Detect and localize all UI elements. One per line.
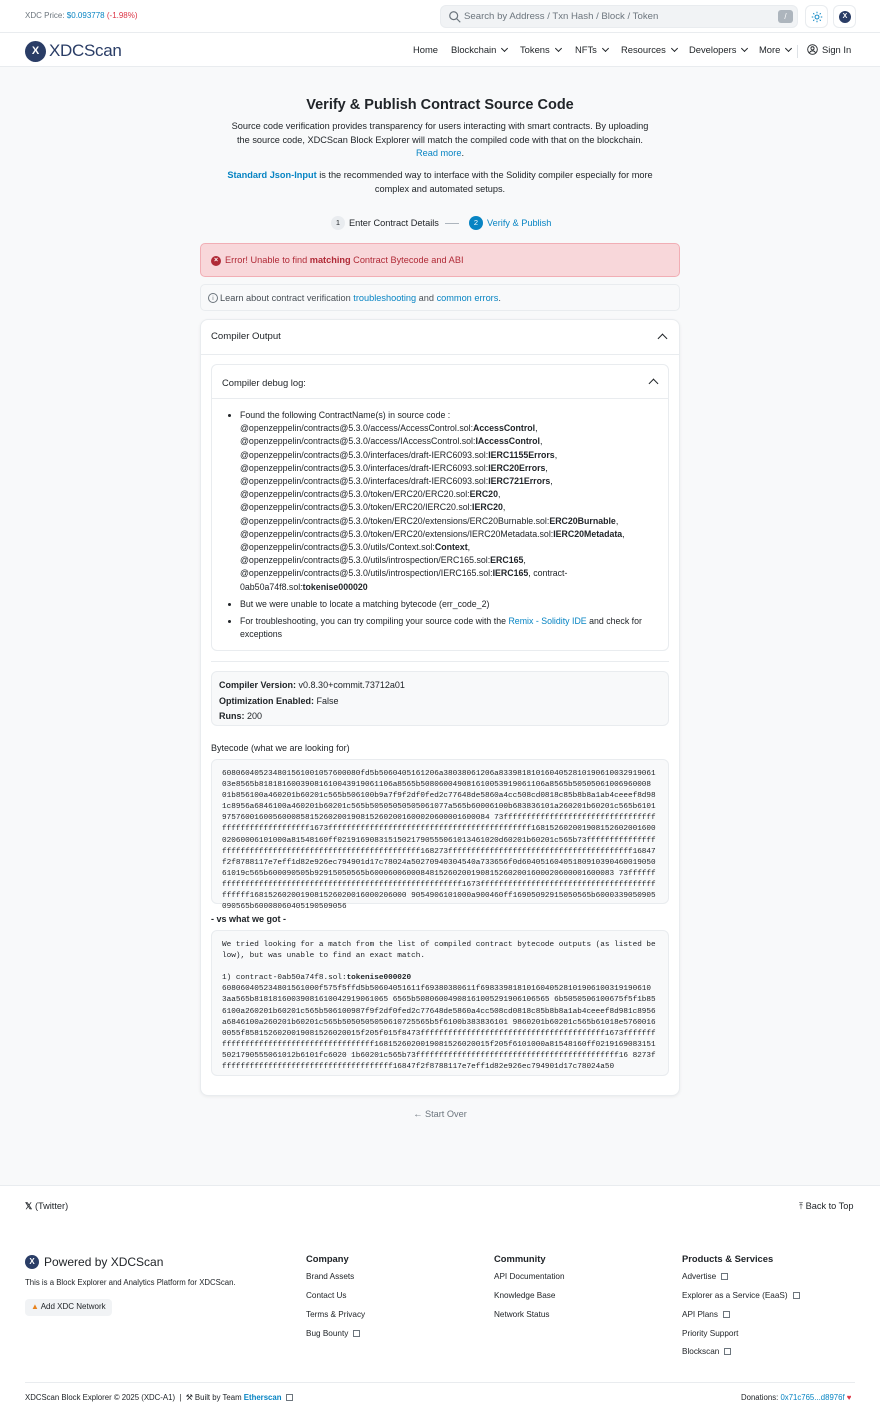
blockscan-link[interactable]: Blockscan bbox=[682, 1347, 731, 1356]
intro-text: Source code verification provides transparency for users interacting with smart contracts. By uploading the source code, XDCScan Block Explorer will match the compiled code with that on the blockchain. Read more. bbox=[231, 121, 649, 158]
price-value[interactable]: $0.093778 bbox=[66, 11, 105, 20]
donations: Donations: 0x71c765...d8976f ♥ bbox=[741, 1393, 852, 1402]
external-link-icon bbox=[793, 1292, 800, 1299]
list-item: • Found the following ContractName(s) in source code : @openzeppelin/contracts@5.3.0/access/AccessControl.sol:AccessControl, @openzeppelin/contracts@5.3.0/access/IAccessControl.sol:IAccessControl, @openzeppelin/contracts@5.3.0/interfaces/draft-IERC6093.sol:IERC1155Errors, @openzeppelin/contracts@5.3.0/interfaces/draft-IERC6093.sol:IERC20Errors, @openzeppelin/contracts@5.3.0/interfaces/draft-IERC6093.sol:IERC721Errors, @openzeppelin/contracts@5.3.0/token/ERC20/ERC20.sol:ERC20, @openzeppelin/contracts@5.3.0/token/ERC20/IERC20.sol:IERC20, @openzeppelin/contracts@5.3.0/token/ERC20/extensions/ERC20Burnable.sol:ERC20Burnable, @openzeppelin/contracts@5.3.0/token/ERC20/extensions/IERC20Metadata.sol:IERC20Metadata, @openzeppelin/contracts@5.3.0/utils/Context.sol:Context, @openzeppelin/contracts@5.3.0/utils/introspection/ERC165.sol:ERC165, @openzeppelin/contracts@5.3.0/utils/introspection/IERC165.sol:IERC165, contract-0ab50a74f8.sol:tokenise000020 bbox=[240, 409, 651, 594]
nav-nfts[interactable]: NFTs bbox=[575, 44, 608, 55]
contract-path: @openzeppelin/contracts@5.3.0/utils/introspection/IERC165.sol: bbox=[240, 568, 493, 579]
contract-name: IERC20Errors bbox=[488, 462, 546, 473]
step-connector bbox=[445, 223, 459, 224]
error-message: Error! Unable to find matching Contract Bytecode and ABI bbox=[225, 255, 464, 265]
sun-icon bbox=[811, 11, 823, 23]
common-errors-link[interactable]: common errors bbox=[436, 293, 499, 303]
contract-path: @openzeppelin/contracts@5.3.0/token/ERC20/IERC20.sol: bbox=[240, 502, 473, 513]
debug-log-list bbox=[229, 409, 651, 645]
xdc-logo-icon: X bbox=[25, 1255, 39, 1269]
chevron-down-icon bbox=[602, 44, 609, 51]
chevron-down-icon bbox=[785, 44, 792, 51]
json-input-text: is the recommended way to interface with the Solidity compiler especially for more complex and automated setups. bbox=[316, 170, 653, 194]
external-link-icon bbox=[286, 1394, 293, 1401]
contract-name: ERC20Burnable bbox=[549, 515, 616, 526]
contract-path: @openzeppelin/contracts@5.3.0/interfaces/draft-IERC6093.sol: bbox=[240, 449, 489, 460]
network-button[interactable] bbox=[833, 5, 856, 28]
info-icon: i bbox=[208, 293, 218, 303]
divider bbox=[25, 1382, 855, 1383]
copyright: XDCScan Block Explorer © 2025 (XDC-A1) | ⚒ Built by Team Etherscan bbox=[25, 1393, 293, 1402]
contract-path: contract-0ab50a74f8.sol: bbox=[240, 568, 568, 592]
remix-ide-link[interactable]: Remix - Solidity IDE bbox=[508, 616, 587, 627]
arrow-left-icon: ← bbox=[413, 1109, 425, 1119]
sign-in-link[interactable]: Sign In bbox=[807, 44, 851, 55]
company-heading: Company bbox=[306, 1253, 349, 1264]
search-icon bbox=[448, 10, 462, 24]
step-indicator bbox=[0, 216, 880, 232]
error-alert bbox=[200, 243, 680, 277]
step-2-label: Verify & Publish bbox=[487, 218, 552, 228]
contract-path: @openzeppelin/contracts@5.3.0/token/ERC20/ERC20.sol: bbox=[240, 489, 470, 500]
error-icon: × bbox=[211, 256, 221, 266]
donation-address-link[interactable]: 0x71c765...d8976f bbox=[780, 1393, 845, 1402]
nav-more[interactable]: More bbox=[759, 44, 791, 55]
contract-path: @openzeppelin/contracts@5.3.0/utils/Context.sol: bbox=[240, 542, 435, 553]
version-label: Compiler Version: bbox=[219, 680, 297, 690]
contract-name: ERC165 bbox=[490, 555, 524, 566]
info-notice bbox=[200, 284, 680, 311]
intro-paragraph: Source code verification provides transparency for users interacting with smart contracts. By uploading the source code, XDCScan Block Explorer will match the compiled code with that on the blockchain. bbox=[231, 121, 649, 145]
contract-path: @openzeppelin/contracts@5.3.0/access/IAccessControl.sol: bbox=[240, 436, 476, 447]
step-1-label: Enter Contract Details bbox=[349, 218, 439, 228]
search-shortcut-key: / bbox=[778, 10, 793, 23]
divider bbox=[211, 661, 669, 662]
contact-us-link[interactable]: Contact Us bbox=[306, 1291, 347, 1300]
read-more-link[interactable]: Read more bbox=[415, 148, 462, 158]
contract-name: IAccessControl bbox=[475, 436, 540, 447]
powered-by-title: Powered by XDCScan bbox=[44, 1255, 164, 1269]
contract-path: @openzeppelin/contracts@5.3.0/utils/introspection/ERC165.sol: bbox=[240, 555, 491, 566]
chevron-up-icon[interactable] bbox=[649, 379, 659, 389]
contract-path: @openzeppelin/contracts@5.3.0/access/AccessControl.sol: bbox=[240, 423, 474, 434]
contract-name: AccessControl bbox=[473, 423, 536, 434]
debug-log-panel bbox=[211, 364, 669, 651]
vs-label: - vs what we got - bbox=[211, 914, 287, 924]
nav-tokens[interactable]: Tokens bbox=[520, 44, 561, 55]
contracts-list: @openzeppelin/contracts@5.3.0/access/AccessControl.sol:AccessControl, @openzeppelin/contracts@5.3.0/access/IAccessControl.sol:IAccessControl, @openzeppelin/contracts@5.3.0/interfaces/draft-IERC6093.sol:IERC1155Errors, @openzeppelin/contracts@5.3.0/interfaces/draft-IERC6093.sol:IERC20Errors, @openzeppelin/contracts@5.3.0/interfaces/draft-IERC6093.sol:IERC721Errors, @openzeppelin/contracts@5.3.0/token/ERC20/ERC20.sol:ERC20, @openzeppelin/contracts@5.3.0/token/ERC20/IERC20.sol:IERC20, @openzeppelin/contracts@5.3.0/token/ERC20/extensions/ERC20Burnable.sol:ERC20Burnable, @openzeppelin/contracts@5.3.0/token/ERC20/extensions/IERC20Metadata.sol:IERC20Metadata, @openzeppelin/contracts@5.3.0/utils/Context.sol:Context, @openzeppelin/contracts@5.3.0/utils/introspection/ERC165.sol:ERC165, @openzeppelin/contracts@5.3.0/utils/introspection/IERC165.sol:IERC165, contract-0ab50a74f8.sol:tokenise000020 bbox=[240, 423, 625, 592]
nav-resources[interactable]: Resources bbox=[621, 44, 677, 55]
external-link-icon bbox=[353, 1330, 360, 1337]
info-text: Learn about contract verification troubleshooting and common errors. bbox=[220, 293, 501, 303]
standard-json-input-link[interactable]: Standard Json-Input bbox=[227, 170, 317, 180]
metamask-fox-icon: ▲ bbox=[31, 1302, 39, 1311]
contract-name: tokenise000020 bbox=[302, 581, 368, 592]
xdc-price bbox=[25, 11, 138, 20]
contract-name: IERC20 bbox=[472, 502, 503, 513]
terms-privacy-link[interactable]: Terms & Privacy bbox=[306, 1310, 366, 1319]
xdc-logo-icon: X bbox=[25, 41, 46, 62]
page-title: Verify & Publish Contract Source Code bbox=[306, 97, 574, 113]
contract-path: @openzeppelin/contracts@5.3.0/interfaces/draft-IERC6093.sol: bbox=[240, 476, 489, 487]
back-to-top-button[interactable]: ⤒ Back to Top bbox=[799, 1201, 854, 1211]
brand-assets-link[interactable]: Brand Assets bbox=[306, 1272, 355, 1281]
x-icon: 𝕏 bbox=[25, 1201, 33, 1211]
contract-name: IERC20Metadata bbox=[553, 528, 623, 539]
api-plans-link[interactable]: API Plans bbox=[682, 1310, 730, 1319]
compiler-settings bbox=[211, 671, 669, 726]
heart-icon: ♥ bbox=[846, 1393, 852, 1402]
contract-name: Context bbox=[434, 542, 468, 553]
optimization-label: Optimization Enabled: bbox=[219, 695, 315, 706]
nav-developers[interactable]: Developers bbox=[689, 44, 747, 55]
main-navbar bbox=[0, 33, 880, 67]
search-placeholder: Search by Address / Txn Hash / Block / Token bbox=[464, 11, 659, 22]
list-item: • But we were unable to locate a matching bytecode (err_code_2) bbox=[240, 598, 651, 611]
contract-path: @openzeppelin/contracts@5.3.0/token/ERC20/extensions/IERC20Metadata.sol: bbox=[240, 528, 554, 539]
chevron-down-icon bbox=[555, 44, 562, 51]
etherscan-link[interactable]: Etherscan bbox=[243, 1393, 282, 1402]
step-1-number: 1 bbox=[331, 216, 345, 230]
optimization-value: False bbox=[316, 695, 339, 706]
bug-bounty-link[interactable]: Bug Bounty bbox=[306, 1329, 360, 1338]
contract-path: @openzeppelin/contracts@5.3.0/token/ERC20/extensions/ERC20Burnable.sol: bbox=[240, 515, 550, 526]
xdc-network-icon: X bbox=[839, 11, 851, 23]
runs-value: 200 bbox=[247, 711, 263, 721]
start-over-link[interactable]: ← Start Over bbox=[413, 1109, 467, 1119]
nav-divider bbox=[797, 45, 798, 58]
eaas-link[interactable]: Explorer as a Service (EaaS) bbox=[682, 1291, 800, 1300]
contract-name: IERC721Errors bbox=[488, 476, 551, 487]
nav-home[interactable]: Home bbox=[413, 44, 439, 55]
community-heading: Community bbox=[494, 1253, 546, 1264]
contract-name: ERC20 bbox=[469, 489, 498, 500]
top-bar bbox=[0, 0, 880, 33]
xdcscan-logo[interactable] bbox=[25, 40, 122, 62]
chevron-down-icon bbox=[671, 44, 678, 51]
logo-text: XDCScan bbox=[49, 41, 122, 60]
footer-description: This is a Block Explorer and Analytics Platform for XDCScan. bbox=[25, 1278, 236, 1287]
twitter-link[interactable]: 𝕏 (Twitter) bbox=[25, 1201, 69, 1211]
external-link-icon bbox=[724, 1348, 731, 1355]
theme-toggle-button[interactable] bbox=[805, 5, 828, 28]
price-label: XDC Price: bbox=[25, 11, 65, 20]
bytecode-label: Bytecode (what we are looking for) bbox=[211, 743, 350, 753]
compiler-output-card bbox=[200, 319, 680, 1096]
step-2-number: 2 bbox=[469, 216, 483, 230]
arrow-up-icon: ⤒ bbox=[799, 1201, 804, 1211]
json-input-note bbox=[225, 169, 655, 196]
troubleshooting-link[interactable]: troubleshooting bbox=[353, 293, 417, 303]
contract-name: IERC1155Errors bbox=[488, 449, 555, 460]
compiled-bytecode[interactable]: We tried looking for a match from the list of compiled contract bytecode outputs (as listed below), but was unable to find an exact match. 1) contract-0ab50a74f8.sol:tokenise000020 608060405234801561000f575f5ffd5b50604051611f69380380611f6983398181016040528101906100319190610 3aa565b81818160039081610042919061065 6565b50806004908161005291906106565 6b5050506100675f5f1b856100a260201b60201c565b506100987f9f2df0fed2c77648de5860a4cc508cd0818c85b8b8a1ab4ceeef8d981c8956a6846100a260201b60201c565b5050505050610725565b5f6100b383836101 9860201b60201c565b61018e57600160055f8581526020019081526020015f205f015f8473ffffffffffffffffffffffffffffffffffffffff1673ffffffffffffffffffffffffffffffffffffffff1681526020019081526020015f205f6101000a81548160ff02191690831515021790555061012b6101fc6020 1b60201c565b73ffffffffffffffffffffffffffffffffffffffffffff16 8273ffffffffffffffffffffffffffffffffffffff16847f2f8788117e7eff1d82e926ec794901d17c78024a50 bbox=[211, 930, 669, 1076]
advertise-link[interactable]: Advertise bbox=[682, 1272, 728, 1281]
version-value: v0.8.30+commit.73712a01 bbox=[298, 680, 405, 690]
divider bbox=[212, 398, 668, 399]
add-xdc-network-button[interactable]: ▲ Add XDC Network bbox=[25, 1299, 112, 1316]
expected-bytecode[interactable]: 608060405234801561001057600080fd5b5060405161206a38038061206a833981810160405281019061003291906103e8565b81818160039081610043919061106a8565b508060049081610053919061106a8565b50505061006960008 01b856100a460201b60201c565b506100b9a7f9f2df0fed2c77648de5860a4cc508cd0818c85b8b8a1ab4ceeef8d981c8956a6846100a460201b60201c565b50505050505061077a565b60006100b683836101a260201b60201c565b61019757600160056000858152602001908152602001600020600001600084 73ffffffffffffffffffffffffffffffffffffffffffffffffffff1673ffffffffffffffffffffffffffffffffffffffffffff16815260200190815260200160002060006101000a81548160ff02191690831515021790555061013461020d60201b60201c565b73ffffffffffffffffffffffffffffffffffffffffffffffffffffffffff168273ffffffffffffffffffffffffffffffffffffffff16847f2f8788117e7eff1d82e926ec794901d17c78024a50270940304540a733656f0d6040516040518091039046001905061019c565b600090505b92915050565b60006006000848152602001908152602001600020600001600083 73ffffffffffffffffffffffffffffffffffffffffffffffffffffffffff1673ffffffffffffffffffffffffffffffffffffffffffff1681526020019081526020016000206000 9054906101000a900460ff16905092915050565b6000339050905090565b60008060405190509056 bbox=[211, 759, 669, 904]
chevron-up-icon[interactable] bbox=[658, 334, 668, 344]
compiler-output-title: Compiler Output bbox=[211, 331, 281, 342]
divider bbox=[201, 354, 679, 355]
search-input[interactable] bbox=[440, 5, 798, 28]
runs-label: Runs: bbox=[219, 711, 245, 721]
price-change: (-1.98%) bbox=[106, 11, 138, 20]
hammer-icon: ⚒ bbox=[185, 1393, 193, 1402]
external-link-icon bbox=[723, 1311, 730, 1318]
chevron-down-icon bbox=[501, 44, 508, 51]
contract-name: IERC165 bbox=[492, 568, 529, 579]
api-docs-link[interactable]: API Documentation bbox=[494, 1272, 565, 1281]
list-item: • For troubleshooting, you can try compiling your source code with the Remix - Solidity IDE and check for exceptions bbox=[240, 615, 651, 641]
chevron-down-icon bbox=[741, 44, 748, 51]
user-icon bbox=[807, 44, 818, 55]
debug-log-title: Compiler debug log: bbox=[222, 377, 306, 388]
external-link-icon bbox=[721, 1273, 728, 1280]
nav-blockchain[interactable]: Blockchain bbox=[451, 44, 507, 55]
knowledge-base-link[interactable]: Knowledge Base bbox=[494, 1291, 556, 1300]
network-status-link[interactable]: Network Status bbox=[494, 1310, 550, 1319]
priority-support-link[interactable]: Priority Support bbox=[682, 1329, 739, 1338]
contract-path: @openzeppelin/contracts@5.3.0/interfaces/draft-IERC6093.sol: bbox=[240, 462, 489, 473]
products-heading: Products & Services bbox=[682, 1253, 774, 1264]
